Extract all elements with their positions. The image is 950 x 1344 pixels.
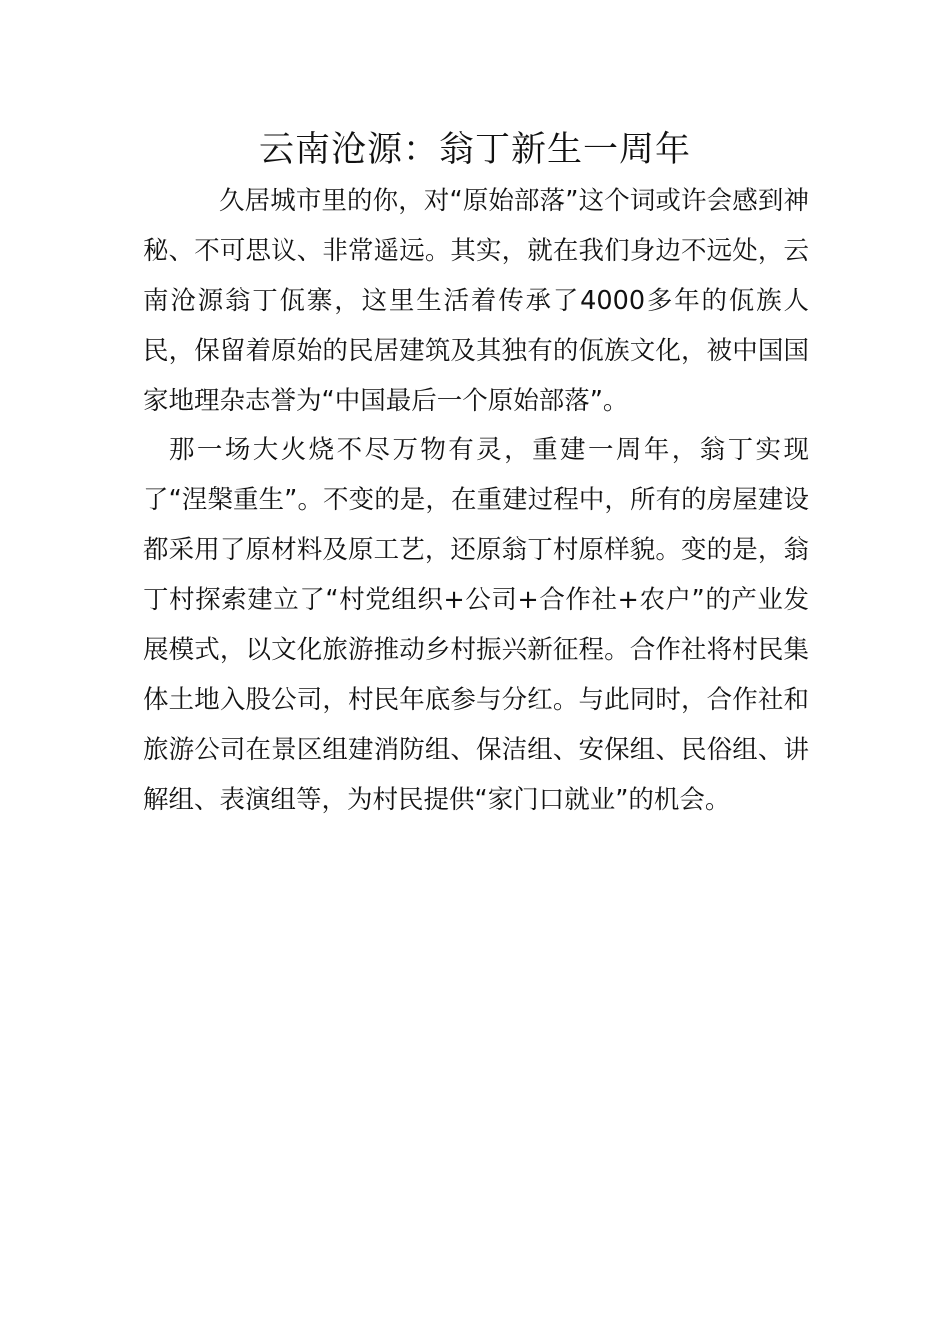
paragraph-rebuild: 那一场大火烧不尽万物有灵，重建一周年，翁丁实现了“涅槃重生”。不变的是，在重建过程中，所有的房屋建设都采用了原材料及原工艺，还原翁丁村原样貌。变的是，翁丁村探索建立了“村党组织+公司+合作社+农户”的产业发展模式，以文化旅游推动乡村振兴新征程。合作社将村民集体土地入股公司，村民年底参与分红。与此同时，合作社和旅游公司在景区组建消防组、保洁组、安保组、民俗组、讲解组、表演组等，为村民提供“家门口就业”的机会。 (143, 435, 809, 815)
paragraph-intro: 久居城市里的你，对“原始部落”这个词或许会感到神秘、不可思议、非常遥远。其实，就在我们身边不远处，云南沧源翁丁佤寨，这里生活着传承了4000多年的佤族人民，保留着原始的民居建筑及其独有的佤族文化，被中国国家地理杂志誉为“中国最后一个原始部落”。 (143, 186, 809, 416)
document-title: 云南沧源：翁丁新生一周年 (258, 130, 691, 170)
